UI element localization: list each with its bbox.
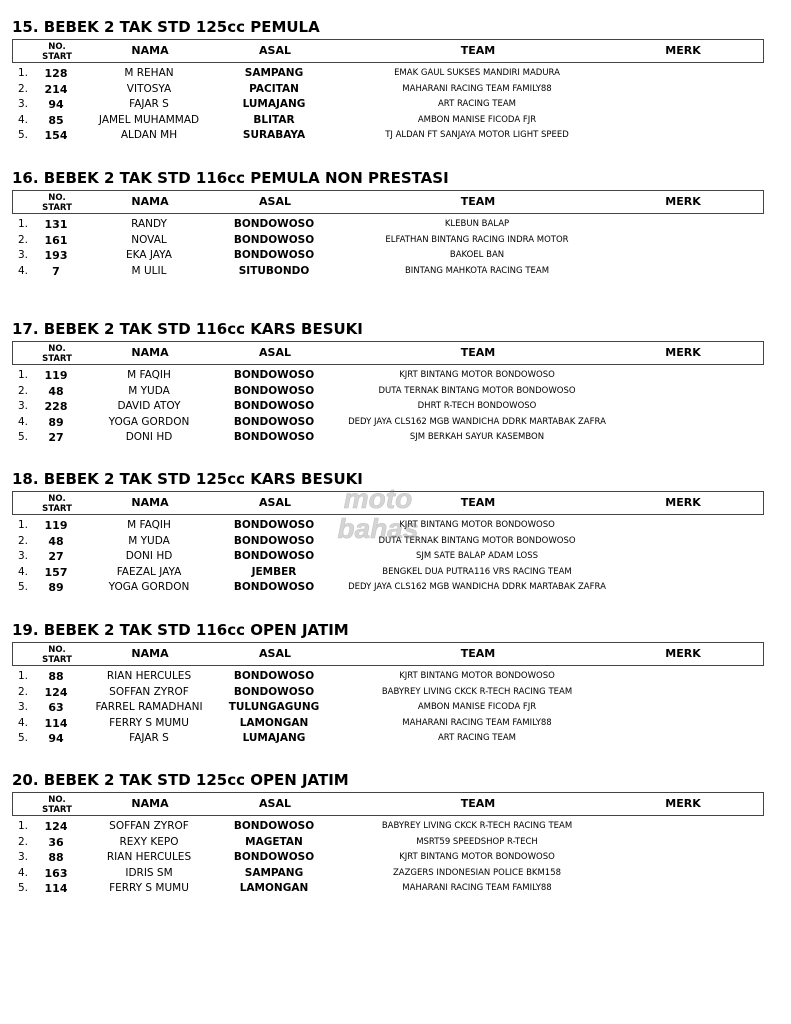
race-section [12, 16, 764, 144]
header-team: TEAM [460, 195, 496, 208]
results-list [12, 518, 764, 596]
team-name: KJRT BINTANG MOTOR BONDOWOSO [399, 852, 555, 862]
start-number: 36 [48, 835, 64, 849]
header-no-start [37, 494, 77, 514]
header-merk: MERK [665, 647, 701, 660]
rider-origin: BONDOWOSO [233, 384, 315, 397]
start-number: 88 [48, 670, 64, 683]
section-title: 15. BEBEK 2 TAK STD 125cc PEMULA [12, 18, 320, 36]
position: 2. [18, 835, 29, 848]
rider-origin: SAMPANG [244, 866, 304, 879]
result-row [12, 565, 764, 581]
results-list [12, 217, 764, 279]
results-list [12, 368, 764, 446]
team-name: ELFATHAN BINTANG RACING INDRA MOTOR [385, 234, 569, 245]
header-nama: NAMA [131, 346, 169, 359]
table-header [12, 642, 764, 666]
result-row [12, 518, 764, 534]
start-number: 124 [44, 685, 68, 699]
results-list [12, 669, 764, 747]
header-no-start [37, 42, 77, 62]
position: 3. [18, 98, 29, 110]
result-row [12, 430, 764, 446]
table-header [12, 341, 764, 365]
position: 4. [18, 716, 29, 729]
rider-name: DAVID ATOY [117, 400, 181, 412]
rider-origin: BONDOWOSO [233, 431, 315, 443]
team-name: TJ ALDAN FT SANJAYA MOTOR LIGHT SPEED [385, 130, 569, 140]
header-nama: NAMA [131, 797, 169, 810]
rider-origin: BONDOWOSO [233, 218, 315, 230]
position: 4. [18, 866, 29, 879]
position: 3. [18, 701, 29, 713]
team-name: DEDY JAYA CLS162 MGB WANDICHA DDRK MARTABAK ZAFRA [348, 582, 606, 592]
result-row [12, 233, 764, 249]
start-number: 119 [44, 519, 68, 532]
section-title: 16. BEBEK 2 TAK STD 116cc PEMULA NON PRESTASI [12, 169, 449, 187]
section-title: 17. BEBEK 2 TAK STD 116cc KARS BESUKI [12, 320, 363, 338]
race-section [12, 468, 764, 596]
start-number: 7 [52, 264, 60, 278]
rider-origin: BONDOWOSO [233, 670, 315, 682]
rider-origin: BONDOWOSO [233, 685, 315, 698]
rider-origin: TULUNGAGUNG [228, 701, 320, 713]
result-row [12, 97, 764, 113]
position: 5. [18, 431, 29, 443]
result-row [12, 580, 764, 596]
header-no-start [37, 645, 77, 665]
position: 3. [18, 851, 29, 863]
team-name: BINTANG MAHKOTA RACING TEAM [404, 265, 550, 276]
start-number: 27 [48, 431, 64, 444]
watermark-line1: moto [343, 483, 413, 514]
rider-name: FERRY S MUMU [109, 882, 189, 894]
start-number: 27 [48, 550, 64, 563]
start-number: 128 [44, 67, 68, 80]
result-row [12, 384, 764, 400]
result-row [12, 881, 764, 897]
results-list [12, 819, 764, 897]
team-name: AMBON MANISE FICODA FJR [417, 114, 537, 125]
header-no-start [37, 795, 77, 815]
result-row [12, 217, 764, 233]
team-name: MSRT59 SPEEDSHOP R-TECH [416, 836, 538, 847]
position: 1. [18, 820, 29, 832]
start-number: 214 [44, 82, 68, 96]
rider-name: M REHAN [124, 67, 174, 79]
result-row [12, 82, 764, 98]
team-name: KLEBUN BALAP [444, 219, 510, 229]
result-row [12, 819, 764, 835]
rider-name: DONI HD [125, 431, 173, 443]
start-number: 89 [48, 581, 64, 594]
result-row [12, 549, 764, 565]
result-row [12, 534, 764, 550]
section-title: 19. BEBEK 2 TAK STD 116cc OPEN JATIM [12, 621, 349, 639]
rider-name: YOGA GORDON [108, 415, 190, 428]
rider-name: DONI HD [125, 550, 173, 562]
position: 4. [18, 415, 29, 428]
header-merk: MERK [665, 44, 701, 57]
header-start-label: START [42, 52, 72, 62]
team-name: KJRT BINTANG MOTOR BONDOWOSO [399, 671, 555, 681]
results-list [12, 66, 764, 144]
position: 5. [18, 732, 29, 744]
header-merk: MERK [665, 346, 701, 359]
rider-origin: BONDOWOSO [233, 550, 315, 562]
rider-name: M ULIL [131, 264, 167, 277]
header-start-label: START [42, 203, 72, 213]
team-name: MAHARANI RACING TEAM FAMILY88 [402, 83, 552, 94]
team-name: ART RACING TEAM [437, 99, 517, 109]
rider-origin: BONDOWOSO [233, 233, 315, 246]
position: 1. [18, 67, 29, 79]
rider-origin: BONDOWOSO [233, 534, 315, 547]
rider-origin: SURABAYA [242, 129, 306, 141]
team-name: DEDY JAYA CLS162 MGB WANDICHA DDRK MARTABAK ZAFRA [348, 416, 606, 427]
rider-name: M YUDA [128, 384, 170, 397]
rider-origin: LAMONGAN [239, 716, 309, 729]
position: 1. [18, 369, 29, 381]
header-team: TEAM [460, 797, 496, 810]
rider-name: NOVAL [131, 233, 167, 246]
start-number: 48 [48, 534, 64, 548]
team-name: BABYREY LIVING CKCK R-TECH RACING TEAM [381, 821, 573, 831]
header-nama: NAMA [131, 647, 169, 660]
table-header [12, 491, 764, 515]
team-name: SJM BERKAH SAYUR KASEMBON [409, 432, 545, 442]
position: 5. [18, 129, 29, 141]
result-row [12, 66, 764, 82]
header-team: TEAM [460, 44, 496, 57]
team-name: AMBON MANISE FICODA FJR [417, 702, 537, 712]
header-no-label: NO. [48, 494, 66, 504]
result-row [12, 128, 764, 144]
result-row [12, 731, 764, 747]
position: 2. [18, 82, 29, 95]
start-number: 114 [44, 716, 68, 730]
race-section [12, 318, 764, 446]
rider-origin: BONDOWOSO [233, 581, 315, 593]
rider-name: FARREL RAMADHANI [95, 701, 203, 713]
start-number: 154 [44, 129, 68, 142]
start-number: 63 [48, 701, 64, 714]
section-title: 20. BEBEK 2 TAK STD 125cc OPEN JATIM [12, 771, 349, 789]
rider-origin: BONDOWOSO [233, 369, 315, 381]
section-title: 18. BEBEK 2 TAK STD 125cc KARS BESUKI [12, 470, 363, 488]
start-number: 85 [48, 113, 64, 127]
header-asal: ASAL [259, 797, 291, 810]
position: 2. [18, 685, 29, 698]
team-name: MAHARANI RACING TEAM FAMILY88 [402, 883, 552, 893]
position: 5. [18, 581, 29, 593]
rider-origin: BONDOWOSO [233, 415, 315, 428]
rider-name: REXY KEPO [119, 835, 179, 848]
result-row [12, 415, 764, 431]
result-row [12, 850, 764, 866]
team-name: DUTA TERNAK BINTANG MOTOR BONDOWOSO [378, 535, 576, 546]
position: 1. [18, 670, 29, 682]
header-asal: ASAL [259, 647, 291, 660]
rider-origin: SITUBONDO [238, 264, 310, 277]
position: 1. [18, 519, 29, 531]
rider-origin: LUMAJANG [242, 732, 306, 744]
header-nama: NAMA [131, 195, 169, 208]
header-start-label: START [42, 805, 72, 815]
rider-name: RANDY [131, 218, 167, 230]
team-name: ART RACING TEAM [437, 733, 517, 743]
position: 3. [18, 400, 29, 412]
header-no-label: NO. [48, 42, 66, 52]
position: 2. [18, 384, 29, 397]
header-asal: ASAL [259, 346, 291, 359]
rider-origin: PACITAN [249, 82, 299, 95]
position: 1. [18, 218, 29, 230]
start-number: 124 [44, 820, 68, 833]
rider-name: IDRIS SM [125, 866, 173, 879]
header-no-label: NO. [48, 193, 66, 203]
table-header [12, 190, 764, 214]
team-name: MAHARANI RACING TEAM FAMILY88 [402, 717, 552, 728]
result-row [12, 716, 764, 732]
start-number: 94 [48, 732, 64, 745]
rider-name: ALDAN MH [120, 129, 178, 141]
race-section [12, 769, 764, 897]
position: 4. [18, 565, 29, 578]
header-start-label: START [42, 655, 72, 665]
rider-origin: BONDOWOSO [233, 519, 315, 531]
team-name: ZAZGERS INDONESIAN POLICE BKM158 [392, 867, 562, 878]
team-name: KJRT BINTANG MOTOR BONDOWOSO [399, 370, 555, 380]
team-name: BABYREY LIVING CKCK R-TECH RACING TEAM [381, 686, 573, 697]
rider-name: M YUDA [128, 534, 170, 547]
rider-name: JAMEL MUHAMMAD [98, 113, 200, 126]
start-number: 89 [48, 415, 64, 429]
result-row [12, 669, 764, 685]
result-row [12, 113, 764, 129]
header-merk: MERK [665, 496, 701, 509]
header-start-label: START [42, 504, 72, 514]
header-no-label: NO. [48, 795, 66, 805]
position: 4. [18, 113, 29, 126]
team-name: SJM SATE BALAP ADAM LOSS [415, 551, 539, 561]
header-no-label: NO. [48, 344, 66, 354]
start-number: 48 [48, 384, 64, 398]
rider-origin: BONDOWOSO [233, 851, 315, 863]
position: 3. [18, 249, 29, 261]
rider-origin: JEMBER [251, 565, 297, 578]
header-team: TEAM [460, 647, 496, 660]
rider-name: FERRY S MUMU [109, 716, 189, 729]
start-number: 157 [44, 565, 68, 579]
start-number: 161 [44, 233, 68, 247]
team-name: DUTA TERNAK BINTANG MOTOR BONDOWOSO [378, 385, 576, 396]
result-row [12, 700, 764, 716]
rider-name: VITOSYA [126, 82, 172, 95]
start-number: 193 [44, 249, 68, 262]
result-row [12, 685, 764, 701]
rider-name: FAJAR S [129, 732, 169, 744]
start-number: 114 [44, 882, 68, 895]
header-no-label: NO. [48, 645, 66, 655]
position: 2. [18, 233, 29, 246]
team-name: EMAK GAUL SUKSES MANDIRI MADURA [394, 68, 560, 78]
position: 3. [18, 550, 29, 562]
rider-name: FAJAR S [129, 98, 169, 110]
result-row [12, 368, 764, 384]
start-number: 228 [44, 400, 68, 413]
result-row [12, 835, 764, 851]
race-section [12, 619, 764, 747]
team-name: KJRT BINTANG MOTOR BONDOWOSO [399, 520, 555, 530]
start-number: 163 [44, 866, 68, 880]
start-number: 119 [44, 369, 68, 382]
rider-origin: BONDOWOSO [233, 400, 315, 412]
header-merk: MERK [665, 797, 701, 810]
result-row [12, 866, 764, 882]
rider-origin: BONDOWOSO [233, 249, 315, 261]
rider-name: RIAN HERCULES [106, 851, 192, 863]
rider-origin: LUMAJANG [242, 98, 306, 110]
position: 4. [18, 264, 29, 277]
header-asal: ASAL [259, 44, 291, 57]
team-name: BAKOEL BAN [449, 250, 505, 260]
rider-name: FAEZAL JAYA [116, 565, 182, 578]
rider-name: YOGA GORDON [108, 581, 190, 593]
header-team: TEAM [460, 346, 496, 359]
position: 5. [18, 882, 29, 894]
rider-name: SOFFAN ZYROF [109, 685, 189, 698]
team-name: DHRT R-TECH BONDOWOSO [417, 401, 537, 411]
start-number: 131 [44, 218, 68, 231]
rider-origin: SAMPANG [244, 67, 304, 79]
header-no-start [37, 344, 77, 364]
team-name: BENGKEL DUA PUTRA116 VRS RACING TEAM [382, 566, 572, 577]
rider-origin: MAGETAN [245, 835, 303, 848]
rider-origin: BONDOWOSO [233, 820, 315, 832]
header-merk: MERK [665, 195, 701, 208]
header-no-start [37, 193, 77, 213]
rider-name: SOFFAN ZYROF [109, 820, 189, 832]
rider-name: M FAQIH [127, 369, 171, 381]
result-row [12, 399, 764, 415]
rider-origin: BLITAR [253, 113, 295, 126]
table-header [12, 39, 764, 63]
start-number: 94 [48, 98, 64, 111]
header-nama: NAMA [131, 44, 169, 57]
rider-name: M FAQIH [127, 519, 171, 531]
position: 2. [18, 534, 29, 547]
header-start-label: START [42, 354, 72, 364]
watermark-line2: bahas [337, 513, 419, 544]
header-asal: ASAL [259, 195, 291, 208]
result-row [12, 248, 764, 264]
race-section [12, 167, 764, 279]
rider-origin: LAMONGAN [239, 882, 309, 894]
table-header [12, 792, 764, 816]
header-nama: NAMA [131, 496, 169, 509]
header-asal: ASAL [259, 496, 291, 509]
result-row [12, 264, 764, 280]
header-team: TEAM [460, 496, 496, 509]
rider-name: EKA JAYA [126, 249, 172, 261]
rider-name: RIAN HERCULES [106, 670, 192, 682]
start-number: 88 [48, 851, 64, 864]
